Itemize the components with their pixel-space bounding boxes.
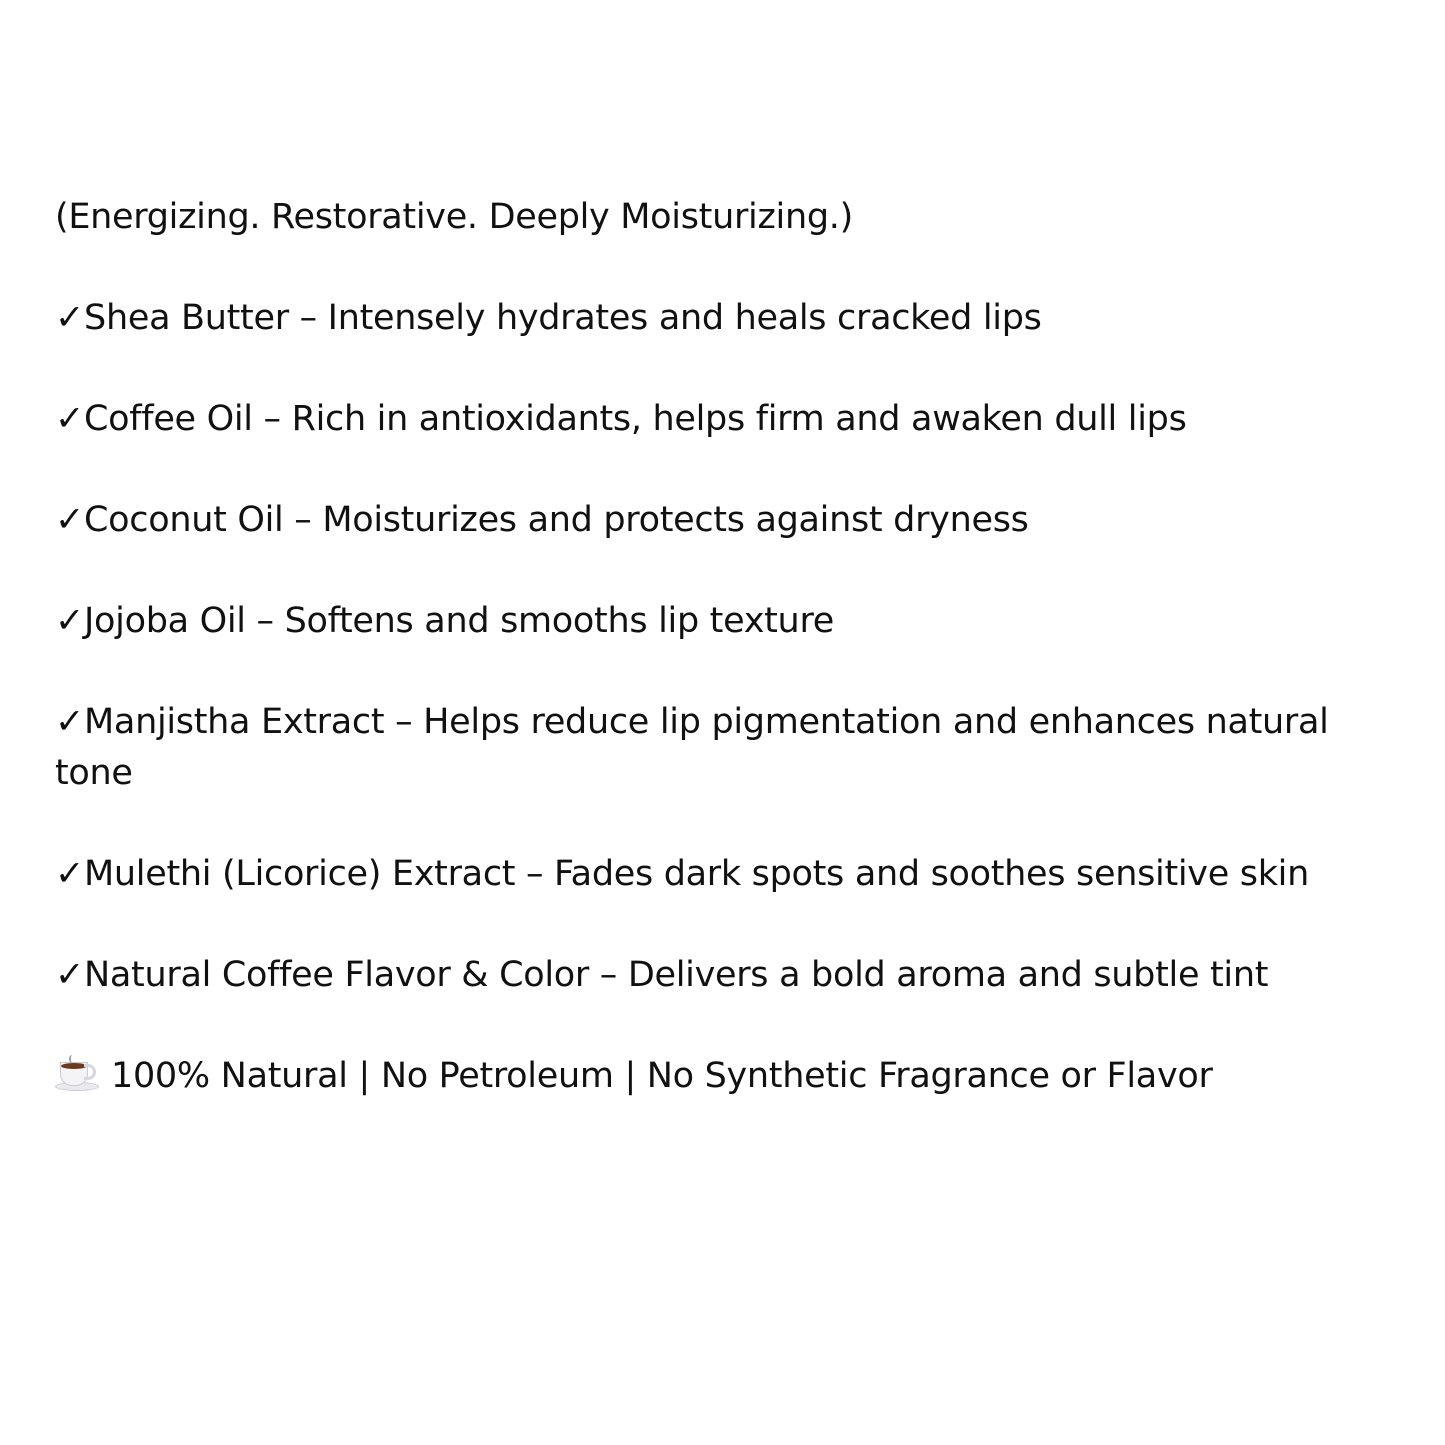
ingredient-item bbox=[55, 697, 1415, 799]
separator: – bbox=[283, 500, 323, 540]
ingredient-benefit: Fades dark spots and soothes sensitive skin bbox=[554, 854, 1309, 894]
ingredient-name: Coffee Oil bbox=[84, 399, 253, 439]
ingredient-benefit: Intensely hydrates and heals cracked lips bbox=[327, 298, 1042, 338]
ingredient-item bbox=[55, 596, 1415, 647]
separator: – bbox=[515, 854, 555, 894]
ingredient-name: Natural Coffee Flavor & Color bbox=[84, 955, 589, 995]
ingredient-item bbox=[55, 849, 1415, 900]
ingredient-name: Mulethi (Licorice) Extract bbox=[84, 854, 516, 894]
ingredient-item bbox=[55, 495, 1415, 546]
ingredient-benefit: Moisturizes and protects against dryness bbox=[322, 500, 1029, 540]
claims-footer bbox=[55, 1051, 1415, 1102]
ingredient-benefit: Softens and smooths lip texture bbox=[284, 601, 834, 641]
ingredient-name: Shea Butter bbox=[84, 298, 289, 338]
tagline: (Energizing. Restorative. Deeply Moisturizing.) bbox=[55, 197, 853, 237]
separator: – bbox=[588, 955, 628, 995]
ingredient-item bbox=[55, 293, 1415, 344]
check-icon: ✓ bbox=[55, 702, 85, 742]
check-icon: ✓ bbox=[55, 955, 85, 995]
ingredient-benefit: Rich in antioxidants, helps firm and awaken dull lips bbox=[291, 399, 1187, 439]
ingredient-name: Jojoba Oil bbox=[84, 601, 246, 641]
ingredient-name: Coconut Oil bbox=[84, 500, 284, 540]
claims-text: 100% Natural | No Petroleum | No Synthetic Fragrance or Flavor bbox=[111, 1056, 1213, 1096]
ingredient-item bbox=[55, 394, 1415, 445]
ingredient-benefit: Delivers a bold aroma and subtle tint bbox=[627, 955, 1269, 995]
check-icon: ✓ bbox=[55, 399, 85, 439]
check-icon: ✓ bbox=[55, 854, 85, 894]
ingredient-benefit: Helps reduce lip pigmentation and enhances natural tone bbox=[55, 702, 1329, 793]
ingredients-panel bbox=[55, 192, 1415, 1102]
check-icon: ✓ bbox=[55, 601, 85, 641]
check-icon: ✓ bbox=[55, 500, 85, 540]
coffee-cup-icon bbox=[55, 1055, 97, 1091]
separator: – bbox=[245, 601, 285, 641]
separator: – bbox=[384, 702, 424, 742]
ingredient-item bbox=[55, 950, 1415, 1001]
separator: – bbox=[252, 399, 292, 439]
ingredient-list bbox=[55, 293, 1415, 1001]
separator: – bbox=[288, 298, 328, 338]
check-icon: ✓ bbox=[55, 298, 85, 338]
ingredient-name: Manjistha Extract bbox=[84, 702, 385, 742]
